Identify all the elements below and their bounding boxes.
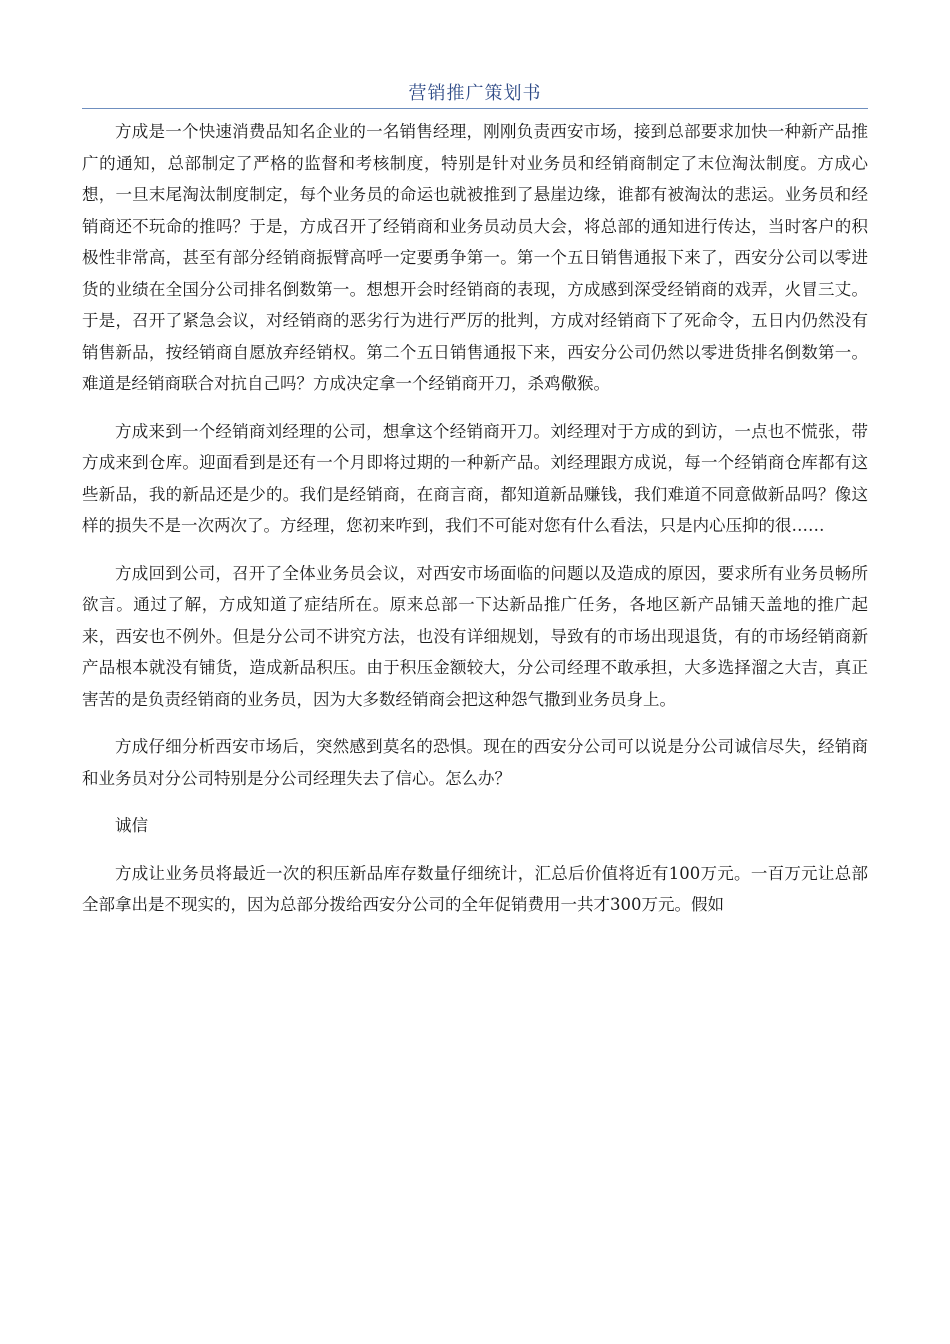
title-underline <box>82 108 868 109</box>
paragraph-2: 方成来到一个经销商刘经理的公司，想拿这个经销商开刀。刘经理对于方成的到访，一点也不慌张，带方成来到仓库。迎面看到是还有一个月即将过期的一种新产品。刘经理跟方成说，每一个经销商仓库都有这些新品，我的新品还是少的。我们是经销商，在商言商，都知道新品赚钱，我们难道不同意做新品吗？像这样的损失不是一次两次了。方经理，您初来咋到，我们不可能对您有什么看法，只是内心压抑的很…… <box>82 421 868 535</box>
document-body <box>82 116 868 937</box>
paragraph-1: 方成是一个快速消费品知名企业的一名销售经理，刚刚负责西安市场，接到总部要求加快一种新产品推广的通知，总部制定了严格的监督和考核制度，特别是针对业务员和经销商制定了末位淘汰制度。方成心想，一旦末尾淘汰制度制定，每个业务员的命运也就被推到了悬崖边缘，谁都有被淘汰的悲运。业务员和经销商还不玩命的推吗？于是，方成召开了经销商和业务员动员大会，将总部的通知进行传达，当时客户的积极性非常高，甚至有部分经销商振臂高呼一定要勇争第一。第一个五日销售通报下来了，西安分公司以零进货的业绩在全国分公司排名倒数第一。想想开会时经销商的表现，方成感到深受经销商的戏弄，火冒三丈。于是，召开了紧急会议，对经销商的恶劣行为进行严厉的批判，方成对经销商下了死命令，五日内仍然没有销售新品，按经销商自愿放弃经销权。第二个五日销售通报下来，西安分公司仍然以零进货排名倒数第一。难道是经销商联合对抗自己吗？方成决定拿一个经销商开刀，杀鸡儆猴。 <box>82 122 868 393</box>
paragraph-4: 方成仔细分析西安市场后，突然感到莫名的恐惧。现在的西安分公司可以说是分公司诚信尽失，经销商和业务员对分公司特别是分公司经理失去了信心。怎么办？ <box>82 737 868 788</box>
paragraph-5: 方成让业务员将最近一次的积压新品库存数量仔细统计，汇总后价值将近有100万元。一百万元让总部全部拿出是不现实的，因为总部分拨给西安分公司的全年促销费用一共才300万元。假如 <box>82 863 868 914</box>
section-heading-integrity: 诚信 <box>115 816 148 835</box>
paragraph-3: 方成回到公司，召开了全体业务员会议，对西安市场面临的问题以及造成的原因，要求所有业务员畅所欲言。通过了解，方成知道了症结所在。原来总部一下达新品推广任务，各地区新产品铺天盖地的推广起来，西安也不例外。但是分公司不讲究方法，也没有详细规划，导致有的市场出现退货，有的市场经销商新产品根本就没有铺货，造成新品积压。由于积压金额较大，分公司经理不敢承担，大多选择溜之大吉，真正害苦的是负责经销商的业务员，因为大多数经销商会把这种怨气撒到业务员身上。 <box>82 563 868 709</box>
document-title: 营销推广策划书 <box>408 83 542 104</box>
